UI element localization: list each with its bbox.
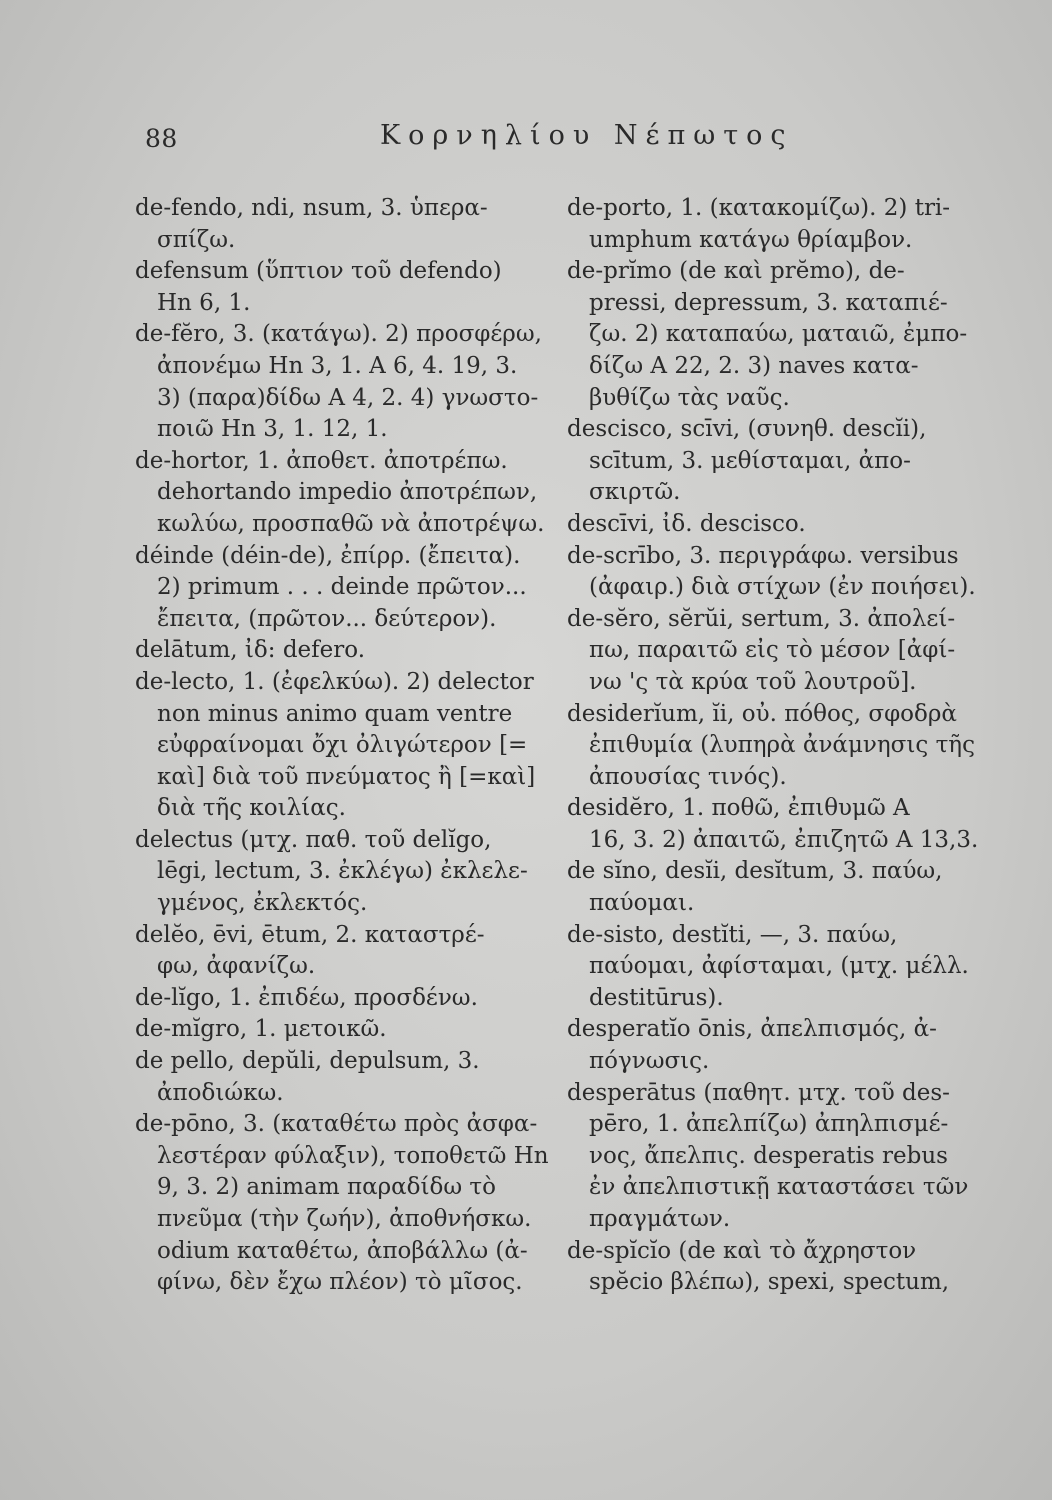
entry-continuation-line: ἐν ἀπελπιστικῇ καταστάσει τῶν <box>589 1174 969 1201</box>
entry-headword-line: de-lĭgo, 1. ἐπιδέω, προσδένω. <box>135 984 478 1011</box>
entry-continuation-line: ἔπειτα, (πρῶτον... δεύτερον). <box>157 605 497 632</box>
entry-continuation-line: ἀποδιώκω. <box>157 1079 284 1106</box>
entry-continuation-line: φω, ἀφανίζω. <box>157 953 316 980</box>
entry-continuation-line: lēgi, lectum, 3. ἐκλέγω) ἐκλελε- <box>157 858 528 885</box>
entry-headword-line: desperatĭo ōnis, ἀπελπισμός, ἀ- <box>567 1016 937 1043</box>
entry-headword-line: desiderĭum, ĭi, οὐ. πόθος, σφοδρὰ <box>567 700 957 727</box>
entry-headword-line: de-fendo, ndi, nsum, 3. ὑπερα- <box>135 195 488 221</box>
entry-continuation-line: πόγνωσις. <box>589 1048 710 1075</box>
entry-headword-line: de sĭno, desĭi, desĭtum, 3. παύω, <box>567 858 943 885</box>
entry-headword-line: de-lecto, 1. (ἐφελκύω). 2) delector <box>135 668 534 695</box>
entry-headword-line: de-sĕro, sĕrŭi, sertum, 3. ἀπολεί- <box>567 605 956 632</box>
entry-continuation-line: πνεῦμα (τὴν ζωήν), ἀποθνήσκω. <box>157 1206 532 1232</box>
entry-headword-line: de-porto, 1. (κατακομίζω). 2) tri- <box>567 195 951 221</box>
entry-continuation-line: σπίζω. <box>157 226 236 253</box>
entry-headword-line: delectus (μτχ. παθ. τοῦ delĭgo, <box>135 826 492 853</box>
right-column <box>567 193 987 1299</box>
entry-continuation-line: ποιῶ Hn 3, 1. 12, 1. <box>157 416 388 443</box>
entry-continuation-line: βυθίζω τὰς ναῦς. <box>589 384 790 411</box>
entry-continuation-line: 16, 3. 2) ἀπαιτῶ, ἐπιζητῶ A 13,3. <box>589 826 979 853</box>
entry-headword-line: déinde (déin-de), ἐπίρρ. (ἔπειτα). <box>135 542 521 569</box>
entry-continuation-line: umphum κατάγω θρίαμβον. <box>589 226 913 253</box>
entry-continuation-line: παύομαι, ἀφίσταμαι, (μτχ. μέλλ. <box>589 953 969 980</box>
entry-continuation-line: scītum, 3. μεθίσταμαι, ἀπο- <box>589 447 911 474</box>
entry-headword-line: descisco, scīvi, (συνηθ. descĭi), <box>567 416 927 443</box>
left-column <box>135 193 550 1299</box>
entry-continuation-line: φίνω, δὲν ἔχω πλέον) τὸ μῖσος. <box>157 1269 523 1296</box>
entry-continuation-line: εὐφραίνομαι ὄχι ὀλιγώτερον [= <box>157 732 528 759</box>
entry-headword-line: de-spĭcĭo (de καὶ τὸ ἄχρηστον <box>567 1237 917 1264</box>
entry-continuation-line: διὰ τῆς κοιλίας. <box>157 795 346 822</box>
entry-continuation-line: σκιρτῶ. <box>589 479 681 506</box>
entry-headword-line: de-sisto, destĭti, —, 3. παύω, <box>567 921 898 948</box>
entry-continuation-line: (ἀφαιρ.) διὰ στίχων (ἐν ποιήσει). <box>589 574 976 601</box>
entry-headword-line: de pello, depŭli, depulsum, 3. <box>135 1048 480 1075</box>
entry-continuation-line: κωλύω, προσπαθῶ νὰ ἀποτρέψω. <box>157 510 545 537</box>
entry-headword-line: de-prĭmo (de καὶ prĕmo), de- <box>567 258 905 285</box>
entry-continuation-line: δίζω A 22, 2. 3) naves κατα- <box>589 352 919 379</box>
running-title: Κορνηλίου Νέπωτος <box>380 120 794 151</box>
entry-continuation-line: καὶ] διὰ τοῦ πνεύματος ἢ [=καὶ] <box>157 763 536 790</box>
page-number: 88 <box>145 124 178 153</box>
entry-continuation-line: ἀπονέμω Hn 3, 1. A 6, 4. 19, 3. <box>157 352 518 379</box>
entry-continuation-line: λεστέραν φύλαξιν), τοποθετῶ Hn <box>157 1142 549 1169</box>
entry-continuation-line: destitūrus). <box>589 984 724 1011</box>
entry-headword-line: de-mĭgro, 1. μετοικῶ. <box>135 1016 387 1043</box>
entry-continuation-line: non minus animo quam ventre <box>157 700 513 727</box>
entry-headword-line: descīvi, ἰδ. descisco. <box>567 510 806 537</box>
entry-continuation-line: νω 'ς τὰ κρύα τοῦ λουτροῦ]. <box>589 668 917 695</box>
entry-continuation-line: odium καταθέτω, ἀποβάλλω (ἀ- <box>157 1237 528 1264</box>
entry-continuation-line: νος, ἄπελπις. desperatis rebus <box>589 1142 948 1169</box>
entry-headword-line: delātum, ἰδ: defero. <box>135 637 366 664</box>
entry-continuation-line: ἀπουσίας τινός). <box>589 763 787 790</box>
entry-continuation-line: pēro, 1. ἀπελπίζω) ἀπηλπισμέ- <box>589 1111 949 1138</box>
entry-continuation-line: 2) primum . . . deinde πρῶτον... <box>157 574 527 601</box>
entry-continuation-line: Hn 6, 1. <box>157 289 251 316</box>
entry-continuation-line: dehortando impedio ἀποτρέπων, <box>157 479 538 506</box>
entry-continuation-line: 3) (παρα)δίδω A 4, 2. 4) γνωστο- <box>157 384 539 411</box>
entry-continuation-line: πραγμάτων. <box>589 1206 731 1232</box>
entry-headword-line: delĕo, ēvi, ētum, 2. καταστρέ- <box>135 921 485 948</box>
entry-headword-line: de-fĕro, 3. (κατάγω). 2) προσφέρω, <box>135 321 542 348</box>
entry-continuation-line: παύομαι. <box>589 890 695 917</box>
entry-continuation-line: ἐπιθυμία (λυπηρὰ ἀνάμνησις τῆς <box>589 732 975 759</box>
entry-continuation-line: πω, παραιτῶ εἰς τὸ μέσον [ἀφί- <box>589 637 956 664</box>
entry-headword-line: de-pōno, 3. (καταθέτω πρὸς ἀσφα- <box>135 1111 538 1138</box>
entry-continuation-line: pressi, depressum, 3. καταπιέ- <box>589 289 948 316</box>
entry-continuation-line: ζω. 2) καταπαύω, ματαιῶ, ἐμπο- <box>589 321 968 348</box>
entry-headword-line: desperātus (παθητ. μτχ. τοῦ des- <box>567 1079 950 1106</box>
entry-headword-line: desidĕro, 1. ποθῶ, ἐπιθυμῶ A <box>567 795 910 822</box>
entry-headword-line: defensum (ὕπτιον τοῦ defendo) <box>135 258 502 285</box>
entry-headword-line: de-hortor, 1. ἀποθετ. ἀποτρέπω. <box>135 447 508 474</box>
entry-continuation-line: 9, 3. 2) animam παραδίδω τὸ <box>157 1174 497 1201</box>
page-header <box>145 120 1005 170</box>
entry-continuation-line: spĕcio βλέπω), spexi, spectum, <box>589 1269 950 1296</box>
entry-headword-line: de-scrībo, 3. περιγράφω. versibus <box>567 542 959 569</box>
entry-continuation-line: γμένος, ἐκλεκτός. <box>157 890 368 917</box>
